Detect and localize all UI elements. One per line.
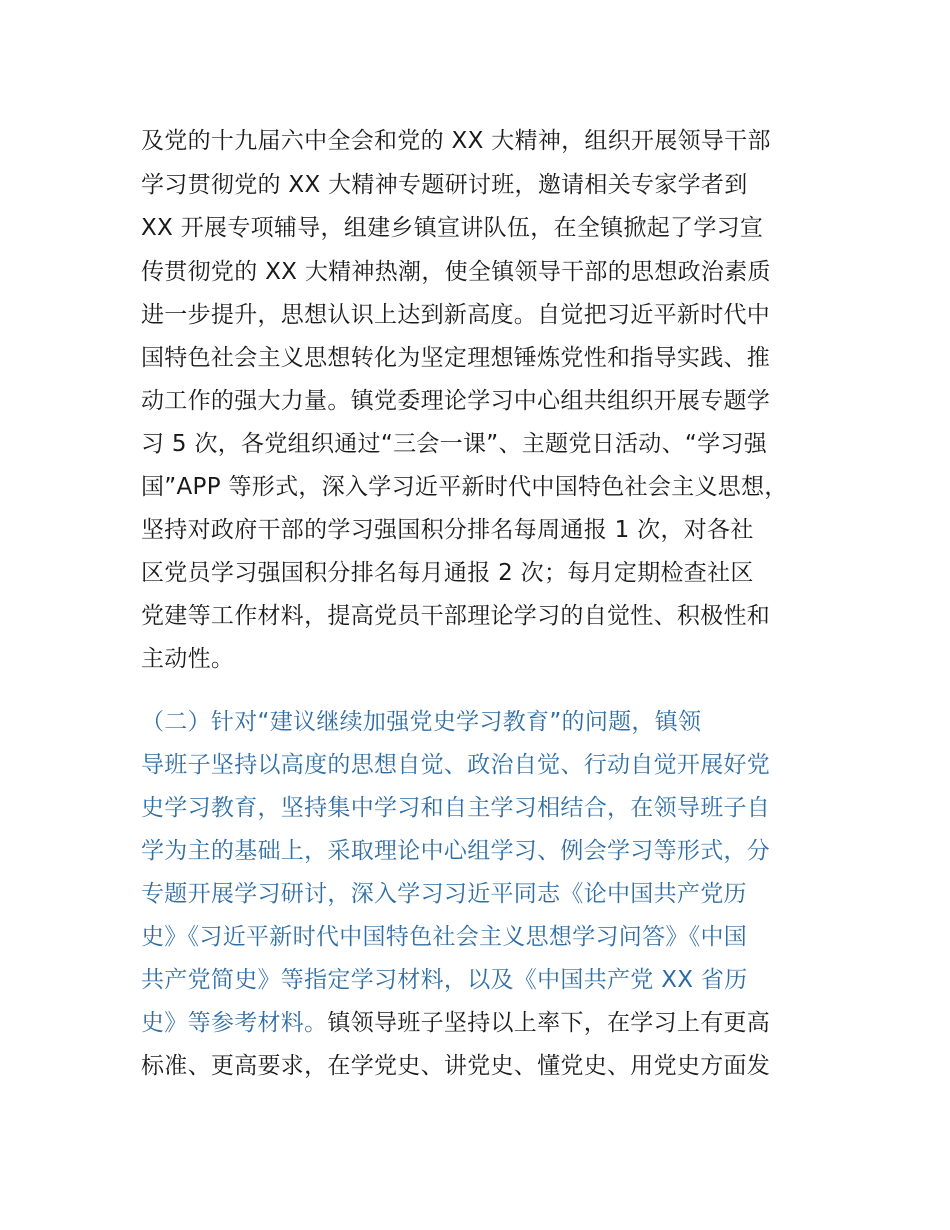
paragraph-2-line-5: 专题开展学习研讨，深入学习习近平同志《论中国共产党历 <box>141 881 747 907</box>
paragraph-1-line-2: 学习贯彻党的 XX 大精神专题研讨班，邀请相关专家学者到 <box>141 172 748 198</box>
paragraph-1-line-4: 传贯彻党的 XX 大精神热潮，使全镇领导干部的思想政治素质 <box>141 259 771 285</box>
paragraph-1-line-12: 党建等工作材料，提高党员干部理论学习的自觉性、积极性和 <box>141 603 771 629</box>
paragraph-2-line-7: 共产党简史》等指定学习材料，以及《中国共产党 XX 省历 <box>141 967 748 993</box>
paragraph-2-line-6: 史》《习近平新时代中国特色社会主义思想学习问答》《中国 <box>141 924 748 950</box>
paragraph-2-line-4: 学为主的基础上，采取理论中心组学习、例会学习等形式，分 <box>141 838 771 864</box>
paragraph-1-line-10: 坚持对政府干部的学习强国积分排名每周通报 1 次，对各社 <box>141 517 754 543</box>
paragraph-2-line-8-black: 镇领导班子坚持以上率下，在学习上有更高 <box>327 1010 771 1036</box>
paragraph-2-line-8-blue: 史》等参考材料。 <box>141 1010 328 1036</box>
paragraph-2-line-8 <box>141 1006 770 1040</box>
paragraph-2-line-1: （二）针对“建议继续加强党史学习教育”的问题，镇领 <box>141 709 702 735</box>
paragraph-1-line-13: 主动性。 <box>141 646 235 672</box>
paragraph-2-line-2: 导班子坚持以高度的思想自觉、政治自觉、行动自觉开展好党 <box>141 752 771 778</box>
paragraph-1-line-3: XX 开展专项辅导，组建乡镇宣讲队伍，在全镇掀起了学习宣 <box>141 215 764 241</box>
paragraph-1-line-7: 动工作的强大力量。镇党委理论学习中心组共组织开展专题学 <box>141 388 771 414</box>
paragraph-1-line-8: 习 5 次，各党组织通过“三会一课”、主题党日活动、“学习强 <box>141 431 768 457</box>
paragraph-2-line-3: 史学习教育，坚持集中学习和自主学习相结合，在领导班子自 <box>141 795 771 821</box>
paragraph-2-line-9: 标准、更高要求，在学党史、讲党史、懂党史、用党史方面发 <box>141 1053 771 1079</box>
paragraph-1-line-11: 区党员学习强国积分排名每月通报 2 次；每月定期检查社区 <box>141 560 754 586</box>
paragraph-1-line-9: 国”APP 等形式，深入学习近平新时代中国特色社会主义思想， <box>141 474 788 500</box>
paragraph-1-line-5: 进一步提升，思想认识上达到新高度。自觉把习近平新时代中 <box>141 302 771 328</box>
paragraph-1-line-6: 国特色社会主义思想转化为坚定理想锤炼党性和指导实践、推 <box>141 345 771 371</box>
paragraph-1-line-1: 及党的十九届六中全会和党的 XX 大精神，组织开展领导干部 <box>141 128 771 154</box>
